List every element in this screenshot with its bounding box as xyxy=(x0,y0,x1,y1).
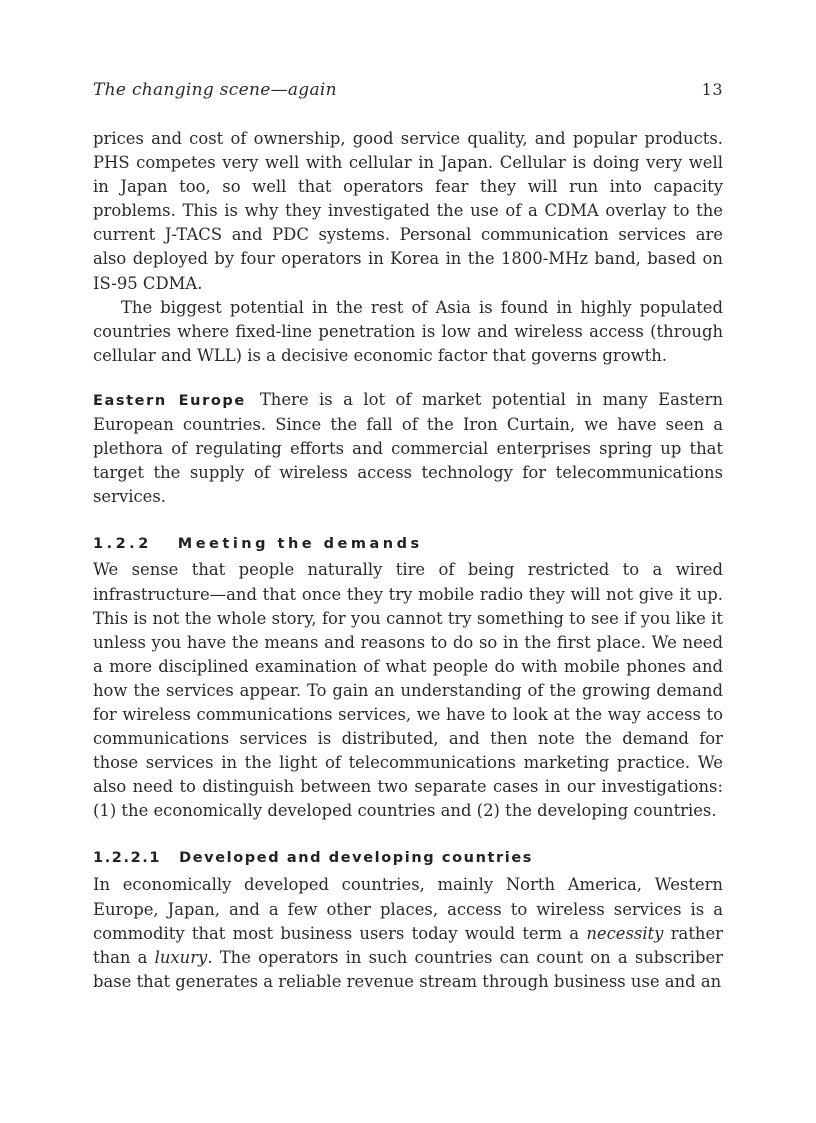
text-run: In economically developed countries, mainly North America, Western Europe, Japan, and a few other places, access to wireless services is a commodity that most business users today would term a xyxy=(93,875,723,943)
running-title: The changing scene—again xyxy=(93,80,337,100)
section-heading xyxy=(93,532,723,556)
emphasis: necessity xyxy=(586,923,664,943)
paragraph xyxy=(93,873,723,993)
emphasis: luxury xyxy=(154,947,208,967)
paragraph-text: There is a lot of market potential in many Eastern European countries. Since the fall of the Iron Curtain, we have seen a plethora of regulating efforts and commercial enterprises spring up that target the supply of wireless access technology for telecommunications services. xyxy=(93,389,724,507)
run-in-heading: Eastern Europe xyxy=(93,392,246,409)
text-run: rather than a xyxy=(93,923,723,967)
text-run: . The operators in such countries can count on a subscriber base that generates a reliable revenue stream through business use and an xyxy=(93,947,723,991)
paragraph: The biggest potential in the rest of Asia is found in highly populated countries where fixed-line penetration is low and wireless access (through cellular and WLL) is a decisive economic factor that governs growth. xyxy=(93,297,723,365)
body-text xyxy=(93,127,723,994)
section-number: 1.2.2 xyxy=(93,536,152,553)
subsection-number: 1.2.2.1 xyxy=(93,850,162,867)
subsection-title: Developed and developing countries xyxy=(179,850,534,867)
section-title: Meeting the demands xyxy=(177,536,423,553)
eastern-europe-paragraph xyxy=(93,388,723,509)
page-number: 13 xyxy=(701,80,723,99)
running-header xyxy=(93,80,723,104)
paragraph: We sense that people naturally tire of being restricted to a wired infrastructure—and that once they try mobile radio they will not give it up. This is not the whole story, for you cannot try something to see if you like it unless you have the means and reasons to do so in the first place. We need a more disciplined examination of what people do with mobile phones and how the services appear. To gain an understanding of the growing demand for wireless communications services, we have to look at the way access to communications services is distributed, and then note the demand for those services in the light of telecommunications marketing practice. We also need to distinguish between two separate cases in our investigations: (1) the economically developed countries and (2) the developing countries. xyxy=(93,560,723,821)
subsection-heading xyxy=(93,846,723,870)
paragraph: prices and cost of ownership, good service quality, and popular products. PHS competes very well with cellular in Japan. Cellular is doing very well in Japan too, so well that operators fear they will run into capacity problems. This is why they investigated the use of a CDMA overlay to the current J-TACS and PDC systems. Personal communication services are also deployed by four operators in Korea in the 1800-MHz band, based on IS-95 CDMA. xyxy=(93,129,723,293)
